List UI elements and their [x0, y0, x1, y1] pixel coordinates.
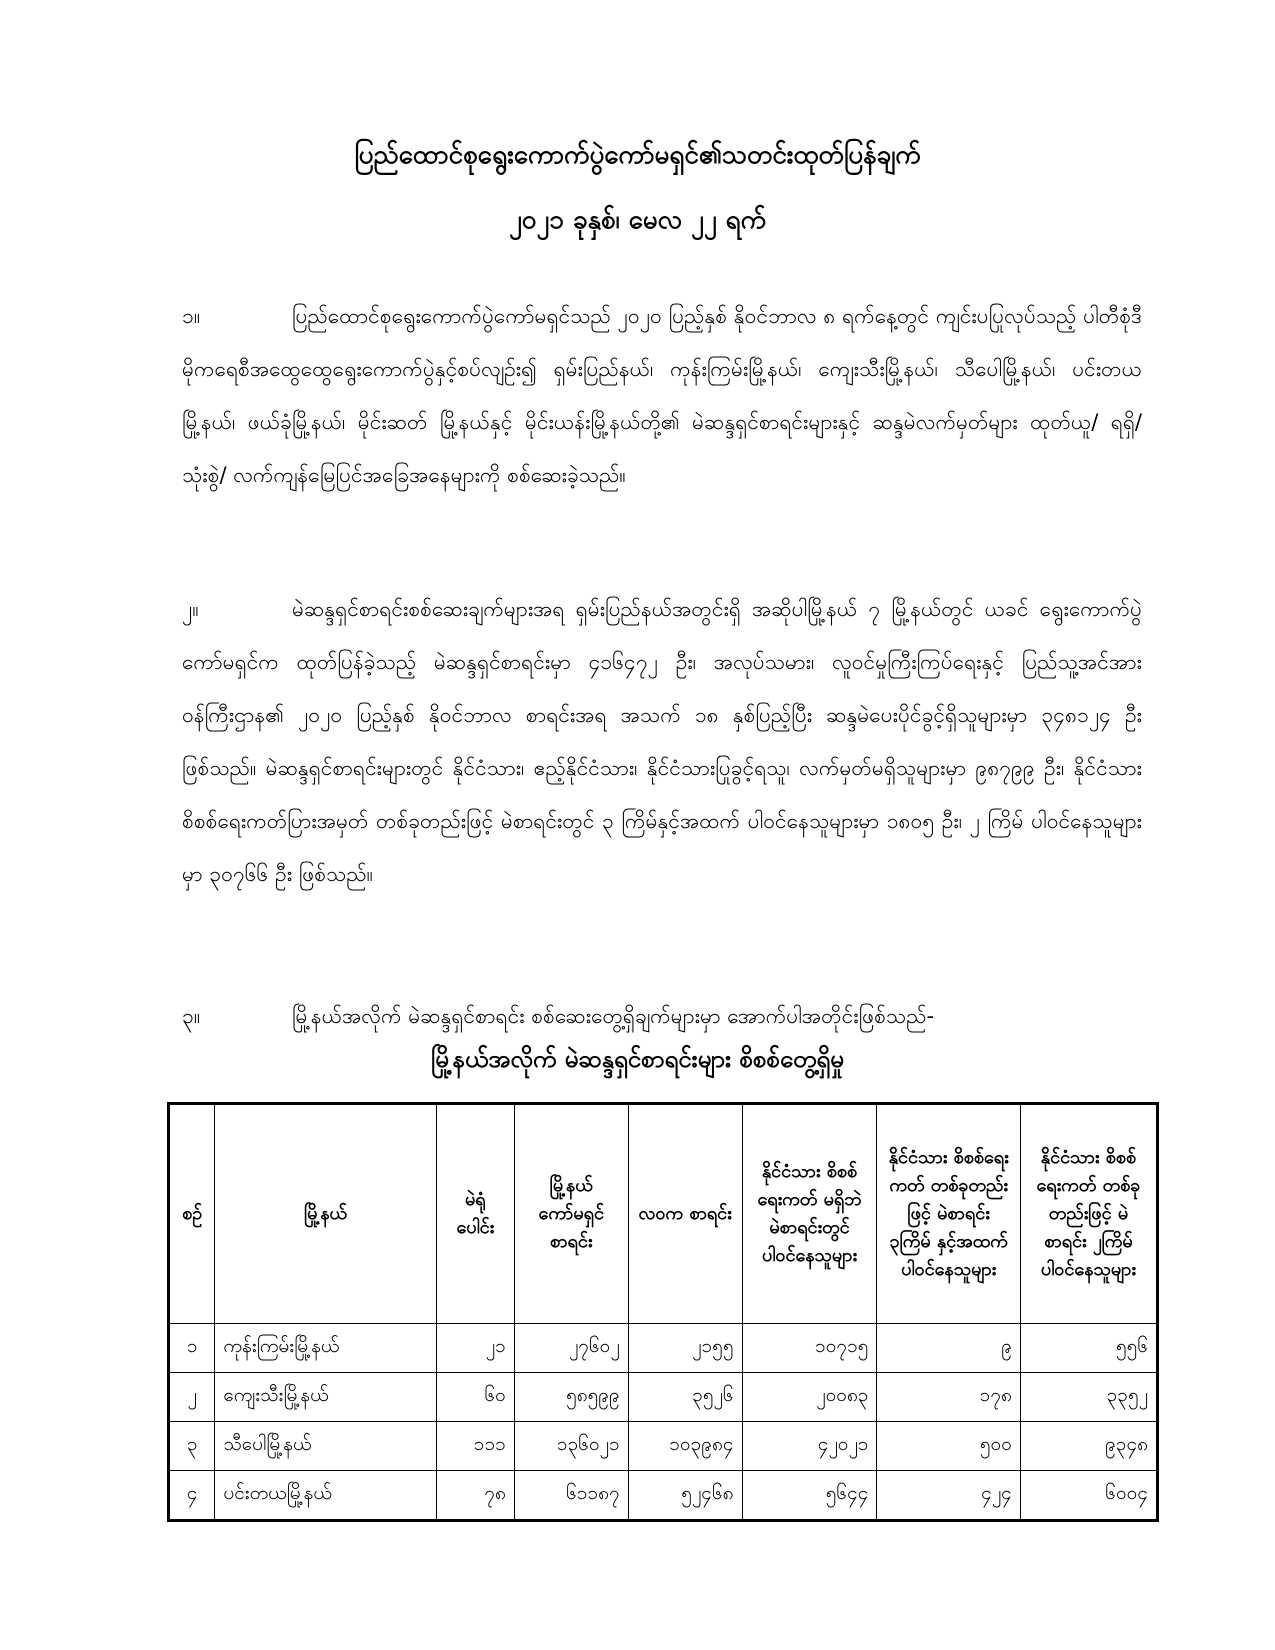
cell-no-id-card: ၄၂၀၂၁	[742, 1422, 877, 1471]
cell-polling-stations: ၆၀	[436, 1373, 514, 1422]
document-title: ပြည်ထောင်စုရွေးကောက်ပွဲကော်မရှင်၏သတင်းထုတ်ပြန်ချက်	[354, 140, 921, 170]
township-results-table	[167, 1102, 1159, 1522]
cell-township: ပင်းတယမြို့နယ်	[215, 1471, 436, 1521]
cell-immigration-list: ၃၅၂၆	[628, 1373, 742, 1422]
table-title: မြို့နယ်အလိုက် မဲဆန္ဒရှင်စာရင်းများ စိစစ်တွေ့ရှိမှု	[431, 1045, 844, 1073]
cell-no-id-card: ၅၆၄၄	[742, 1471, 877, 1521]
cell-duplicate-2x: ၃၃၅၂	[1020, 1373, 1157, 1422]
cell-duplicate-3x: ၅၀၀	[877, 1422, 1020, 1471]
document-date: ၂၀၂၁ ခုနှစ်၊ မေလ ၂၂ ရက်	[508, 205, 767, 235]
cell-commission-list: ၂၇၆၀၂	[514, 1324, 628, 1373]
cell-polling-stations: ၁၁၁	[436, 1422, 514, 1471]
cell-no-id-card: ၁၀၇၁၅	[742, 1324, 877, 1373]
cell-serial: ၂	[169, 1373, 215, 1422]
cell-commission-list: ၆၁၁၈၇	[514, 1471, 628, 1521]
table-row	[169, 1471, 1158, 1521]
paragraph-1	[182, 290, 1142, 502]
cell-township: ကျေးသီးမြို့နယ်	[215, 1373, 436, 1422]
paragraph-number: ၁။	[182, 304, 201, 328]
paragraph-3	[182, 990, 1142, 1043]
cell-township: သီပေါမြို့နယ်	[215, 1422, 436, 1471]
cell-duplicate-2x: ၉၃၄၈	[1020, 1422, 1157, 1471]
table-row	[169, 1324, 1158, 1373]
cell-township: ကုန်းကြမ်းမြို့နယ်	[215, 1324, 436, 1373]
cell-polling-stations: ၇၈	[436, 1471, 514, 1521]
table-row	[169, 1373, 1158, 1422]
paragraph-number: ၂။	[182, 597, 199, 621]
cell-serial: ၁	[169, 1324, 215, 1373]
cell-commission-list: ၅၈၅၉၉	[514, 1373, 628, 1422]
paragraph-number: ၃။	[182, 1004, 201, 1028]
header-duplicate-3x: နိုင်ငံသား စိစစ်ရေးကတ် တစ်ခုတည်းဖြင့် မဲစာရင်း ၃ကြိမ် နှင့်အထက် ပါဝင်နေသူများ	[877, 1104, 1020, 1324]
cell-serial: ၃	[169, 1422, 215, 1471]
table-row	[169, 1422, 1158, 1471]
cell-duplicate-2x: ၅၅၆	[1020, 1324, 1157, 1373]
paragraph-2	[182, 583, 1142, 901]
header-commission-list: မြို့နယ် ကော်မရှင် စာရင်း	[514, 1104, 628, 1324]
cell-no-id-card: ၂၀၀၈၃	[742, 1373, 877, 1422]
cell-duplicate-3x: ၉	[877, 1324, 1020, 1373]
cell-serial: ၄	[169, 1471, 215, 1521]
cell-polling-stations: ၂၁	[436, 1324, 514, 1373]
header-duplicate-2x: နိုင်ငံသား စိစစ်ရေးကတ် တစ်ခုတည်းဖြင့် မဲစာရင်း ၂ကြိမ် ပါဝင်နေသူများ	[1020, 1104, 1157, 1324]
cell-commission-list: ၁၃၆၀၂၁	[514, 1422, 628, 1471]
cell-immigration-list: ၅၂၄၆၈	[628, 1471, 742, 1521]
header-immigration-list: လဝက စာရင်း	[628, 1104, 742, 1324]
cell-duplicate-3x: ၄၂၄	[877, 1471, 1020, 1521]
table-header-row	[169, 1104, 1158, 1324]
paragraph-text: ပြည်ထောင်စုရွေးကောက်ပွဲကော်မရှင်သည် ၂၀၂၀ ပြည့်နှစ် နိုဝင်ဘာလ ၈ ရက်နေ့တွင် ကျင်းပပြုလုပ်သည့် ပါတီစုံဒီမိုကရေစီအထွေထွေရွေးကောက်ပွဲနှင့်စပ်လျဉ်း၍ ရှမ်းပြည်နယ်၊ ကုန်းကြမ်းမြို့နယ်၊ ကျေးသီးမြို့နယ်၊ သီပေါမြို့နယ်၊ ပင်းတယမြို့နယ်၊ ဖယ်ခုံမြို့နယ်၊ မိုင်းဆတ် မြို့နယ်နှင့် မိုင်းယန်းမြို့နယ်တို့၏ မဲဆန္ဒရှင်စာရင်းများနှင့် ဆန္ဒမဲလက်မှတ်များ ထုတ်ယူ/ ရရှိ/ သုံးစွဲ/ လက်ကျန်မြေပြင်အခြေအနေများကို စစ်ဆေးခဲ့သည်။	[182, 304, 1142, 487]
header-no-id-card: နိုင်ငံသား စိစစ်ရေးကတ် မရှိဘဲ မဲစာရင်းတွင် ပါဝင်နေသူများ	[742, 1104, 877, 1324]
cell-immigration-list: ၂၁၅၅	[628, 1324, 742, 1373]
paragraph-text: မြို့နယ်အလိုက် မဲဆန္ဒရှင်စာရင်း စစ်ဆေးတွေ့ရှိချက်များမှာ အောက်ပါအတိုင်းဖြစ်သည်-	[292, 1004, 935, 1028]
cell-duplicate-3x: ၁၇၈	[877, 1373, 1020, 1422]
paragraph-text: မဲဆန္ဒရှင်စာရင်းစစ်ဆေးချက်များအရ ရှမ်းပြည်နယ်အတွင်းရှိ အဆိုပါမြို့နယ် ၇ မြို့နယ်တွင် ယခင် ရွေးကောက်ပွဲကော်မရှင်က ထုတ်ပြန်ခဲ့သည့် မဲဆန္ဒရှင်စာရင်းမှာ ၄၁၆၄၇၂ ဦး၊ အလုပ်သမား၊ လူဝင်မှုကြီးကြပ်ရေးနှင့် ပြည်သူ့အင်အားဝန်ကြီးဌာန၏ ၂၀၂၀ ပြည့်နှစ် နိုဝင်ဘာလ စာရင်းအရ အသက် ၁၈ နှစ်ပြည့်ပြီး ဆန္ဒမဲပေးပိုင်ခွင့်ရှိသူများမှာ ၃၄၈၁၂၄ ဦး ဖြစ်သည်။ မဲဆန္ဒရှင်စာရင်းများတွင် နိုင်ငံသား၊ ဧည့်နိုင်ငံသား၊ နိုင်ငံသားပြုခွင့်ရသူ၊ လက်မှတ်မရှိသူများမှာ ၉၈၇၉၉ ဦး၊ နိုင်ငံသား စိစစ်ရေးကတ်ပြားအမှတ် တစ်ခုတည်းဖြင့် မဲစာရင်းတွင် ၃ ကြိမ်နှင့်အထက် ပါဝင်နေသူများမှာ ၁၈၀၅ ဦး၊ ၂ ကြိမ် ပါဝင်နေသူများမှာ ၃၀၇၆၆ ဦး ဖြစ်သည်။	[182, 597, 1142, 886]
cell-immigration-list: ၁၀၃၉၈၄	[628, 1422, 742, 1471]
cell-duplicate-2x: ၆၀၀၄	[1020, 1471, 1157, 1521]
header-township: မြို့နယ်	[215, 1104, 436, 1324]
header-serial: စဉ်	[169, 1104, 215, 1324]
header-polling-stations: မဲရုံ ပေါင်း	[436, 1104, 514, 1324]
